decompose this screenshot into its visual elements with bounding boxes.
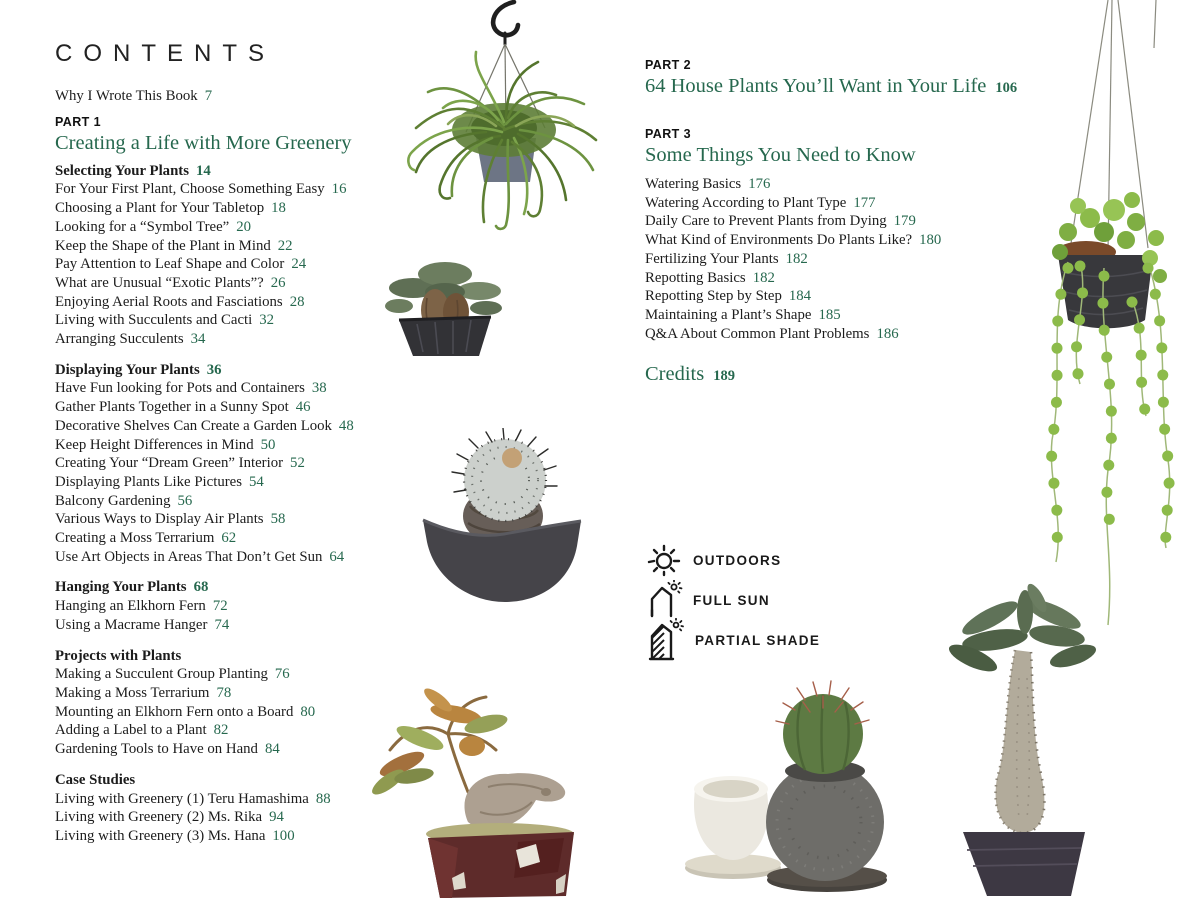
toc-entry: Have Fun looking for Pots and Containers 38 [55,380,327,397]
toc-entry: Creating a Moss Terrarium 62 [55,530,237,547]
toc-entry: Using a Macrame Hanger 74 [55,616,230,633]
left-column [55,40,400,858]
house-sun-icon [645,580,683,620]
credits-title: Credits 189 [645,363,735,386]
toc-entry: Mounting an Elkhorn Fern onto a Board 80 [55,703,316,720]
toc-entry: Living with Greenery (2) Ms. Rika 94 [55,809,284,826]
toc-entry: Keep Height Differences in Mind 50 [55,436,276,453]
toc-entry: Living with Succulents and Cacti 32 [55,312,275,329]
toc-entry: Hanging an Elkhorn Fern 72 [55,598,228,615]
toc-entry: Maintaining a Plant’s Shape 185 [645,306,841,323]
part3-title: Some Things You Need to Know [645,144,916,166]
toc-entry: Living with Greenery (1) Teru Hamashima 88 [55,790,331,807]
part3-label: PART 3 [645,127,691,141]
photo-pot-group [655,672,915,900]
section-displaying [55,361,400,567]
toc-entry: Pay Attention to Leaf Shape and Color 24 [55,256,307,273]
toc-entry: Fertilizing Your Plants 182 [645,250,808,267]
toc-section-heading: Displaying Your Plants 36 [55,361,222,378]
toc-section-heading: Projects with Plants [55,647,182,664]
toc-entry: Enjoying Aerial Roots and Fasciations 28 [55,293,305,310]
toc-item-list [55,379,400,566]
toc-section-heading: Hanging Your Plants 68 [55,579,209,596]
part2-label: PART 2 [645,58,691,72]
toc-entry: Making a Succulent Group Planting 76 [55,666,290,683]
legend-label: OUTDOORS [693,552,782,568]
toc-item-list [645,175,1065,343]
toc-entry: Q&A About Common Plant Problems 186 [645,325,899,342]
toc-entry: Keep the Shape of the Plant in Mind 22 [55,237,293,254]
page-title: CONTENTS [55,40,275,67]
part1-title: Creating a Life with More Greenery [55,131,352,154]
toc-section-heading: Case Studies [55,771,136,788]
toc-entry: Balcony Gardening 56 [55,492,193,509]
toc-entry: What Kind of Environments Do Plants Like? 180 [645,232,942,249]
toc-entry: Gardening Tools to Have on Hand 84 [55,741,280,758]
toc-entry: Various Ways to Display Air Plants 58 [55,511,286,528]
toc-entry: Living with Greenery (3) Ms. Hana 100 [55,827,295,844]
section-projects [55,647,400,759]
photo-hanging-rhipsalis [388,0,623,238]
part2-title: 64 House Plants You’ll Want in Your Life 106 [645,75,1018,97]
section-case-studies [55,771,400,846]
toc-item-list [55,597,400,634]
photo-red-leaf-bonsai [368,672,583,900]
toc-entry: Gather Plants Together in a Sunny Spot 46 [55,399,311,416]
section-hanging [55,578,400,634]
toc-item-list [55,790,400,846]
toc-section-heading: Selecting Your Plants 14 [55,162,211,179]
toc-entry: Adding a Label to a Plant 82 [55,722,229,739]
toc-entry: Making a Moss Terrarium 78 [55,684,232,701]
toc-entry: Displaying Plants Like Pictures 54 [55,473,264,490]
photo-spiny-cactus [408,428,598,604]
toc-item-list [55,180,400,348]
toc-entry: Decorative Shelves Can Create a Garden Look 48 [55,417,354,434]
toc-entry: Repotting Step by Step 184 [645,288,812,305]
toc-entry: Use Art Objects in Areas That Don’t Get Sun 64 [55,548,345,565]
part1-header [55,115,400,155]
toc-entry: Repotting Basics 182 [645,269,775,286]
right-column [645,58,1065,660]
part1-label: PART 1 [55,114,101,129]
toc-entry: For Your First Plant, Choose Something Easy 16 [55,181,347,198]
sun-icon [645,541,683,579]
toc-entry: Choosing a Plant for Your Tabletop 18 [55,200,286,217]
toc-entry: Arranging Succulents 34 [55,331,206,348]
toc-entry-intro: Why I Wrote This Book 7 [55,88,213,104]
part3-header [645,127,1065,167]
toc-entry: Watering According to Plant Type 177 [645,194,876,211]
toc-item-list [55,665,400,759]
legend-label: PARTIAL SHADE [695,632,821,648]
credits [645,362,1065,388]
legend-row-outdoors [645,540,1065,580]
photo-bonsai-juniper [383,248,508,356]
house-shade-icon [645,618,685,662]
legend-label: FULL SUN [693,592,770,608]
section-selecting [55,162,400,349]
photo-hanging-dischidia [1008,0,1200,640]
part2-header [645,58,1065,100]
toc-entry: What are Unusual “Exotic Plants”? 26 [55,274,286,291]
toc-entry: Daily Care to Prevent Plants from Dying 179 [645,213,916,230]
photo-pachypodium [945,578,1105,898]
toc-entry: Watering Basics 176 [645,176,771,192]
toc-entry: Creating Your “Dream Green” Interior 52 [55,455,305,472]
toc-entry: Looking for a “Symbol Tree” 20 [55,218,252,235]
